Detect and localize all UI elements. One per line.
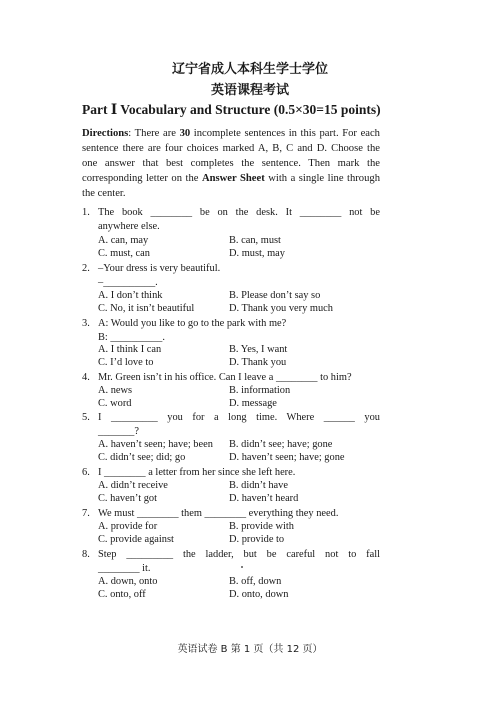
option-a: A. haven’t seen; have; been [98, 439, 213, 450]
question-stem: A: Would you like to go to the park with me? [98, 318, 287, 329]
scan-speck [241, 566, 243, 568]
question-number: 4. [82, 372, 90, 383]
question-number: 1. [82, 207, 90, 218]
directions-text: with a single line through the center. [82, 173, 380, 199]
directions-label: Directions [82, 128, 129, 139]
option-a: A. down, onto [98, 576, 158, 587]
option-b: B. can, must [229, 235, 281, 246]
directions-paragraph [82, 126, 380, 201]
option-d: D. provide to [229, 534, 285, 545]
option-c: C. word [98, 398, 132, 409]
option-a: A. news [98, 385, 133, 396]
option-c: C. provide against [98, 534, 174, 545]
question-stem-cont: B: __________. [98, 332, 165, 343]
option-a: A. provide for [98, 521, 158, 532]
option-d: D. Thank you [229, 357, 287, 368]
option-c: C. must, can [98, 248, 150, 259]
question-stem-cont: ________ it. [98, 563, 151, 574]
option-d: D. message [229, 398, 277, 409]
option-a: A. didn’t receive [98, 480, 168, 491]
option-b: B. off, down [229, 576, 282, 587]
option-b: B. Yes, I want [229, 344, 288, 355]
option-c: C. haven’t got [98, 493, 157, 504]
question-number: 7. [82, 508, 90, 519]
question-number: 5. [82, 412, 90, 423]
option-b: B. didn’t have [229, 480, 288, 491]
question-stem: Mr. Green isn’t in his office. Can I leave a ________ to him? [98, 372, 352, 383]
question-stem: Step _________ the ladder, but be careful not to fall [98, 549, 380, 560]
option-d: D. onto, down [229, 589, 289, 600]
option-a: A. can, may [98, 235, 149, 246]
option-b: B. didn’t see; have; gone [229, 439, 333, 450]
option-d: D. must, may [229, 248, 285, 259]
exam-title: 辽宁省成人本科生学士学位 [171, 62, 328, 77]
answer-sheet-label: Answer Sheet [201, 173, 265, 184]
option-b: B. Please don’t say so [229, 290, 321, 301]
question-stem: –Your dress is very beautiful. [98, 263, 221, 274]
question-stem: We must ________ them ________ everything they need. [98, 508, 339, 519]
question-stem: The book ________ be on the desk. It ________ not be [98, 207, 380, 218]
option-a: A. I don’t think [98, 290, 163, 301]
exam-subtitle: 英语课程考试 [210, 83, 289, 98]
option-d: D. Thank you very much [229, 303, 333, 314]
option-d: D. haven’t heard [229, 493, 299, 504]
question-stem: I _________ you for a long time. Where ______ you [98, 412, 380, 423]
question-stem-cont: _______? [98, 426, 139, 437]
option-b: B. information [229, 385, 291, 396]
option-c: C. onto, off [98, 589, 146, 600]
option-d: D. haven’t seen; have; gone [229, 452, 345, 463]
directions-text: : There are [128, 128, 180, 139]
part-heading: Part Ⅰ Vocabulary and Structure (0.5×30=15 points) [82, 102, 381, 117]
option-a: A. I think I can [98, 344, 162, 355]
option-c: C. I’d love to [98, 357, 154, 368]
option-b: B. provide with [229, 521, 294, 532]
directions-count: 30 [179, 128, 191, 139]
option-c: C. No, it isn’t beautiful [98, 303, 195, 314]
question-number: 6. [82, 467, 90, 478]
question-stem: I ________ a letter from her since she left here. [98, 467, 296, 478]
question-stem-cont: anywhere else. [98, 221, 160, 232]
question-number: 2. [82, 263, 90, 274]
directions-text: incomplete sentences in this part. For each sentence there are four choices marked A, B, C and D. Choose the one answer that best completes the sentence. Then mark the corresponding letter on the [82, 128, 380, 184]
question-number: 8. [82, 549, 90, 560]
option-c: C. didn’t see; did; go [98, 452, 186, 463]
page-footer: 英语试卷 B 第 1 页（共 12 页） [177, 644, 323, 655]
question-number: 3. [82, 318, 90, 329]
question-stem-cont: –__________. [98, 277, 158, 288]
